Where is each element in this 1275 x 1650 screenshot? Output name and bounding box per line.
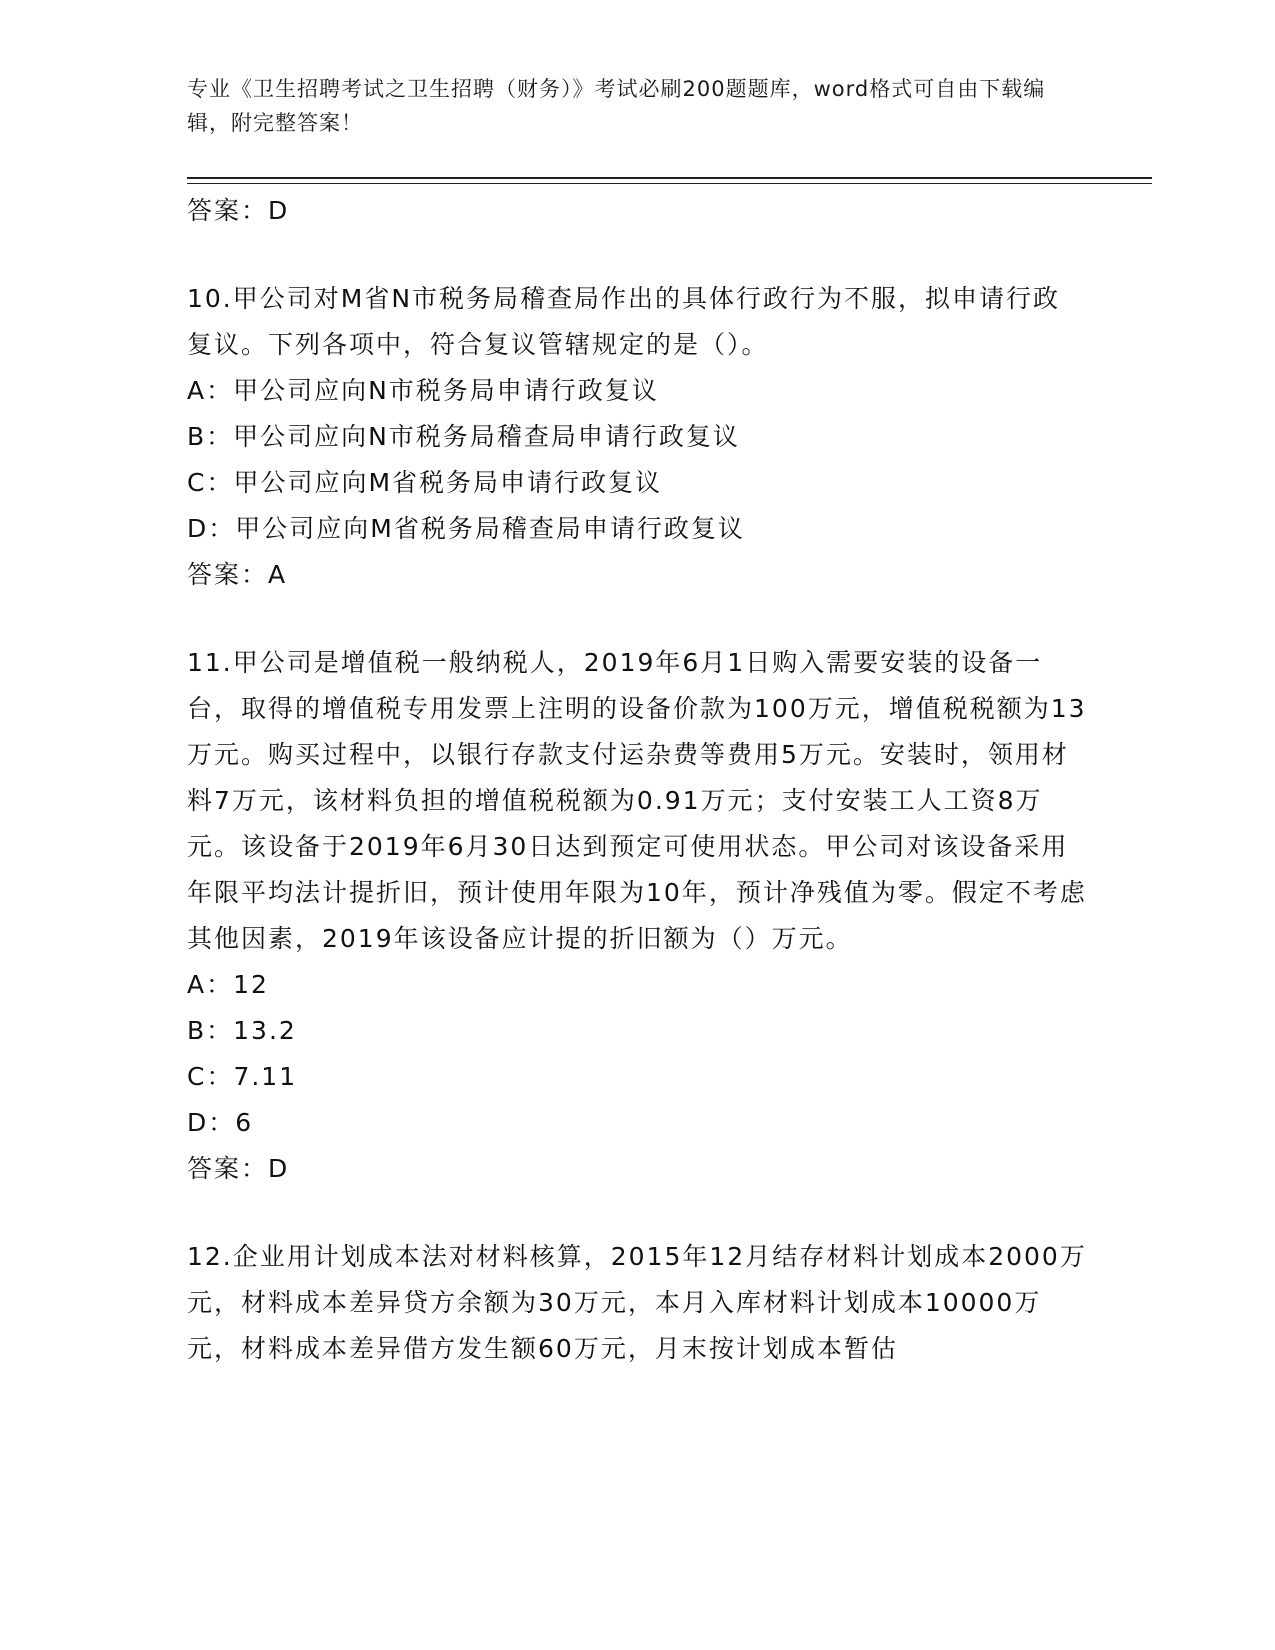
document-header: 专业《卫生招聘考试之卫生招聘（财务）》考试必刷200题题库，word格式可自由下载编辑，附完整答案！	[187, 77, 1046, 135]
question-stem: 12.企业用计划成本法对材料核算，2015年12月结存材料计划成本2000万元，材料成本差异贷方余额为30万元，本月入库材料计划成本10000万元，材料成本差异借方发生额60万元，月末按计划成本暂估	[187, 1242, 1087, 1363]
option-b: B：甲公司应向N市税务局稽查局申请行政复议	[187, 422, 740, 451]
question-11	[187, 640, 1087, 1192]
option-c: C：7.11	[187, 1062, 298, 1091]
question-stem: 11.甲公司是增值税一般纳税人，2019年6月1日购入需要安装的设备一台，取得的增值税专用发票上注明的设备价款为100万元，增值税税额为13万元。购买过程中，以银行存款支付运杂费等费用5万元。安装时，领用材料7万元，该材料负担的增值税税额为0.91万元；支付安装工人工资8万元。该设备于2019年6月30日达到预定可使用状态。甲公司对该设备采用年限平均法计提折旧，预计使用年限为10年，预计净残值为零。假定不考虑其他因素，2019年该设备应计提的折旧额为（）万元。	[187, 648, 1087, 953]
question-12	[187, 1234, 1087, 1372]
option-d: D：甲公司应向M省税务局稽查局申请行政复议	[187, 514, 745, 543]
option-a: A：12	[187, 970, 269, 999]
option-d: D：6	[187, 1108, 254, 1137]
header-rule-thin	[187, 183, 1152, 184]
option-b: B：13.2	[187, 1016, 297, 1045]
option-c: C：甲公司应向M省税务局申请行政复议	[187, 468, 663, 497]
answer-line: 答案：A	[187, 560, 288, 589]
question-stem: 10.甲公司对M省N市税务局稽查局作出的具体行政行为不服，拟申请行政复议。下列各项中，符合复议管辖规定的是（）。	[187, 284, 1061, 359]
header-rule-thick	[187, 177, 1152, 179]
question-10	[187, 276, 1087, 598]
option-a: A：甲公司应向N市税务局申请行政复议	[187, 376, 659, 405]
answer-line: 答案：D	[187, 196, 290, 225]
document-content	[187, 188, 1087, 1372]
answer-line: 答案：D	[187, 1154, 290, 1183]
